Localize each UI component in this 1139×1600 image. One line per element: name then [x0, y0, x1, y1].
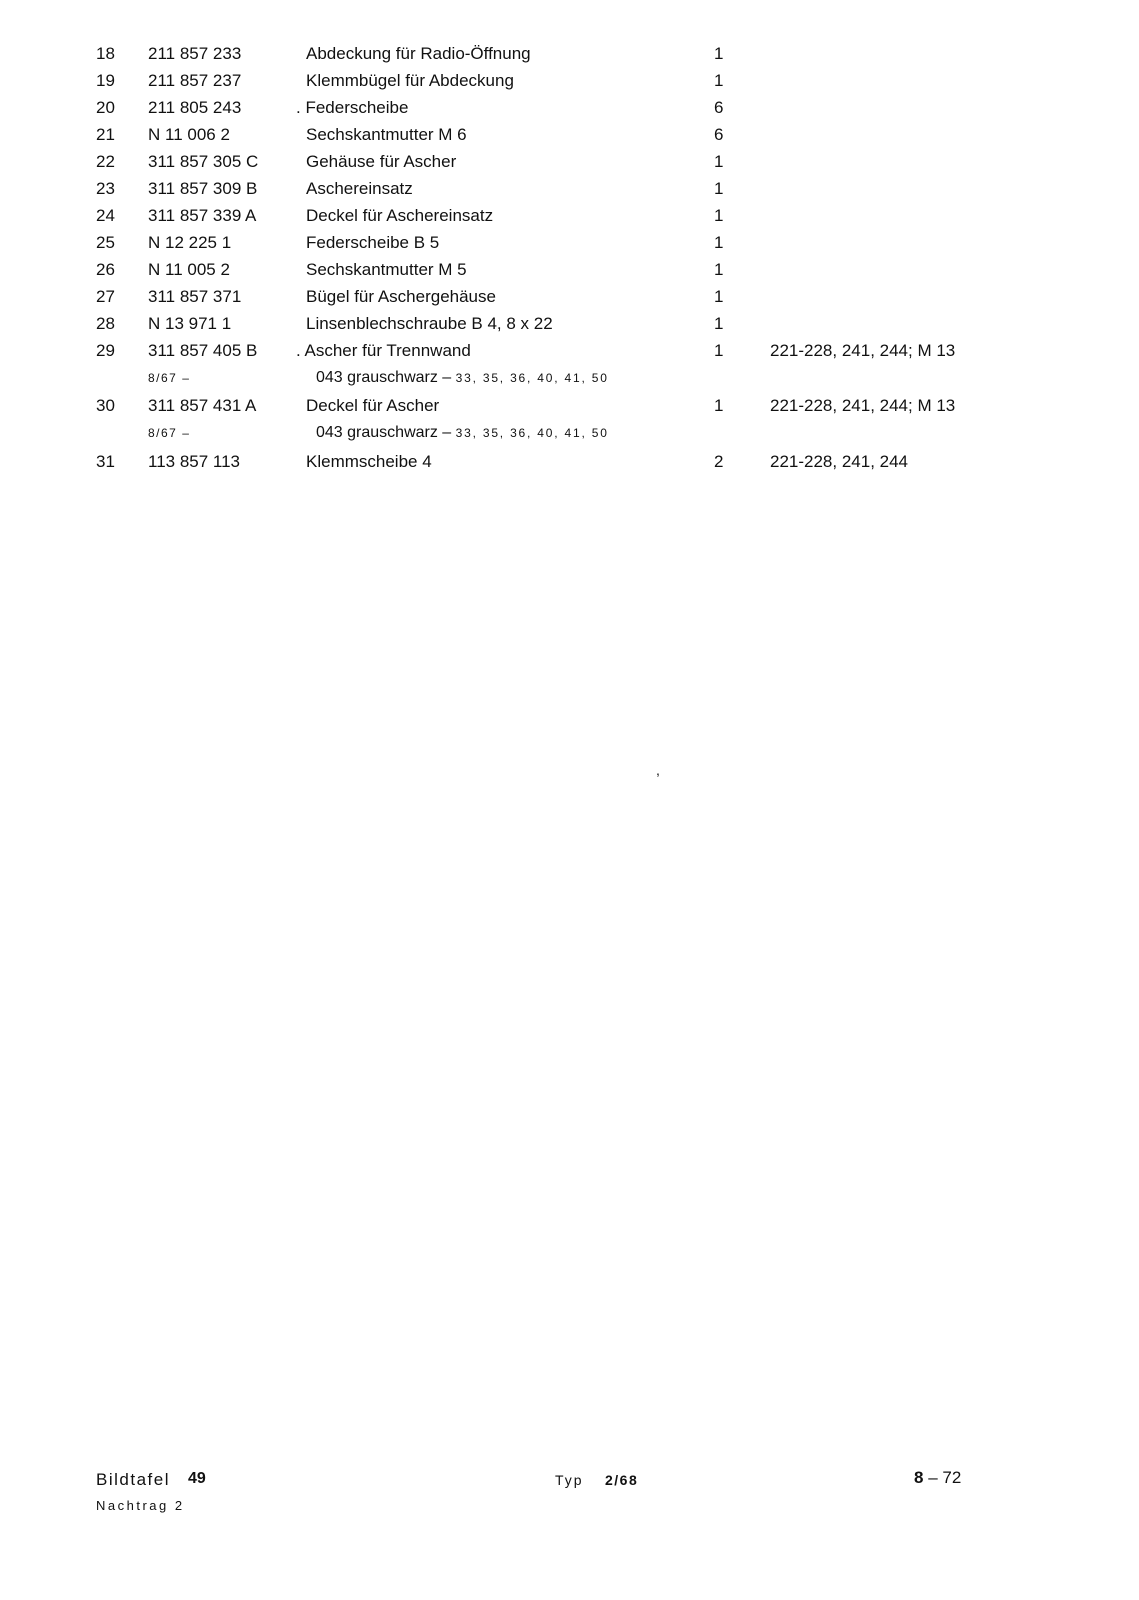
- item-number: 30: [96, 396, 115, 415]
- table-row: [0, 285, 1139, 309]
- table-row: [0, 177, 1139, 201]
- quantity: 1: [714, 396, 724, 415]
- type-label: Typ: [555, 1472, 584, 1488]
- part-number: N 11 005 2: [148, 260, 230, 279]
- applicability-remark: 221-228, 241, 244; M 13: [770, 396, 956, 415]
- item-number: 23: [96, 179, 115, 198]
- item-number: 31: [96, 452, 115, 471]
- plate-number: 49: [188, 1470, 206, 1487]
- part-number: 311 857 431 A: [148, 396, 257, 415]
- part-description: Bügel für Aschergehäuse: [306, 287, 496, 306]
- table-row: [0, 258, 1139, 282]
- color-variant-row: [0, 368, 1139, 388]
- page-number: [914, 1468, 961, 1488]
- scan-speck: ,: [656, 762, 660, 778]
- quantity: 1: [714, 314, 724, 333]
- valid-from-date: 8/67 –: [148, 426, 191, 440]
- quantity: 1: [714, 71, 724, 90]
- part-description: Klemmscheibe 4: [306, 452, 432, 471]
- part-description: Linsenblechschraube B 4, 8 x 22: [306, 314, 553, 333]
- quantity: 1: [714, 233, 724, 252]
- supplement-label: Nachtrag 2: [96, 1498, 185, 1513]
- part-number: 211 857 237: [148, 71, 242, 90]
- part-description: Deckel für Ascher: [306, 396, 440, 415]
- valid-from-date: 8/67 –: [148, 371, 191, 385]
- quantity: 1: [714, 44, 724, 63]
- part-description: . Ascher für Trennwand: [296, 341, 471, 360]
- quantity: 6: [714, 98, 724, 117]
- item-number: 20: [96, 98, 115, 117]
- quantity: 1: [714, 260, 724, 279]
- part-number: 311 857 309 B: [148, 179, 258, 198]
- part-number: N 11 006 2: [148, 125, 230, 144]
- item-number: 25: [96, 233, 115, 252]
- applicability-remark: 221-228, 241, 244: [770, 452, 909, 471]
- item-number: 26: [96, 260, 115, 279]
- part-number: 211 857 233: [148, 44, 242, 63]
- part-number: 311 857 305 C: [148, 152, 259, 171]
- item-number: 19: [96, 71, 115, 90]
- table-row: [0, 96, 1139, 120]
- color-variant-row: [0, 423, 1139, 443]
- quantity: 2: [714, 452, 724, 471]
- table-row: [0, 42, 1139, 66]
- item-number: 29: [96, 341, 115, 360]
- table-row: [0, 231, 1139, 255]
- part-number: 311 857 405 B: [148, 341, 258, 360]
- item-number: 28: [96, 314, 115, 333]
- part-number: 211 805 243: [148, 98, 242, 117]
- part-description: Deckel für Aschereinsatz: [306, 206, 494, 225]
- part-description: Aschereinsatz: [306, 179, 413, 198]
- part-number: 311 857 339 A: [148, 206, 257, 225]
- part-description: Sechskantmutter M 6: [306, 125, 467, 144]
- table-row: [0, 312, 1139, 336]
- table-row: [0, 394, 1139, 418]
- item-number: 18: [96, 44, 115, 63]
- item-number: 24: [96, 206, 115, 225]
- part-description: Klemmbügel für Abdeckung: [306, 71, 514, 90]
- part-description: Federscheibe B 5: [306, 233, 440, 252]
- type-number: 2/68: [605, 1472, 639, 1488]
- color-codes: 33, 35, 36, 40, 41, 50: [455, 426, 609, 440]
- color-variant: [316, 368, 609, 388]
- part-description: Sechskantmutter M 5: [306, 260, 467, 279]
- quantity: 1: [714, 152, 724, 171]
- applicability-remark: 221-228, 241, 244; M 13: [770, 341, 956, 360]
- quantity: 1: [714, 341, 724, 360]
- item-number: 27: [96, 287, 115, 306]
- part-number: N 13 971 1: [148, 314, 232, 333]
- part-description: Gehäuse für Ascher: [306, 152, 457, 171]
- quantity: 1: [714, 179, 724, 198]
- color-codes: 33, 35, 36, 40, 41, 50: [455, 371, 609, 385]
- page-index: 72: [942, 1468, 962, 1487]
- quantity: 1: [714, 287, 724, 306]
- table-row: [0, 69, 1139, 93]
- part-description: . Federscheibe: [296, 98, 409, 117]
- color-name: 043 grauschwarz –: [316, 369, 452, 386]
- page-section: 8: [914, 1468, 924, 1487]
- quantity: 6: [714, 125, 724, 144]
- table-row: [0, 450, 1139, 474]
- part-description: Abdeckung für Radio-Öffnung: [306, 44, 531, 63]
- part-number: 311 857 371: [148, 287, 242, 306]
- table-row: [0, 204, 1139, 228]
- table-row: [0, 123, 1139, 147]
- page-dash: –: [928, 1468, 938, 1487]
- part-number: N 12 225 1: [148, 233, 232, 252]
- plate-label: Bildtafel: [96, 1470, 170, 1489]
- item-number: 21: [96, 125, 115, 144]
- part-number: 113 857 113: [148, 452, 241, 471]
- table-row: [0, 150, 1139, 174]
- color-variant: [316, 423, 609, 443]
- item-number: 22: [96, 152, 115, 171]
- color-name: 043 grauschwarz –: [316, 424, 452, 441]
- quantity: 1: [714, 206, 724, 225]
- table-row: [0, 339, 1139, 363]
